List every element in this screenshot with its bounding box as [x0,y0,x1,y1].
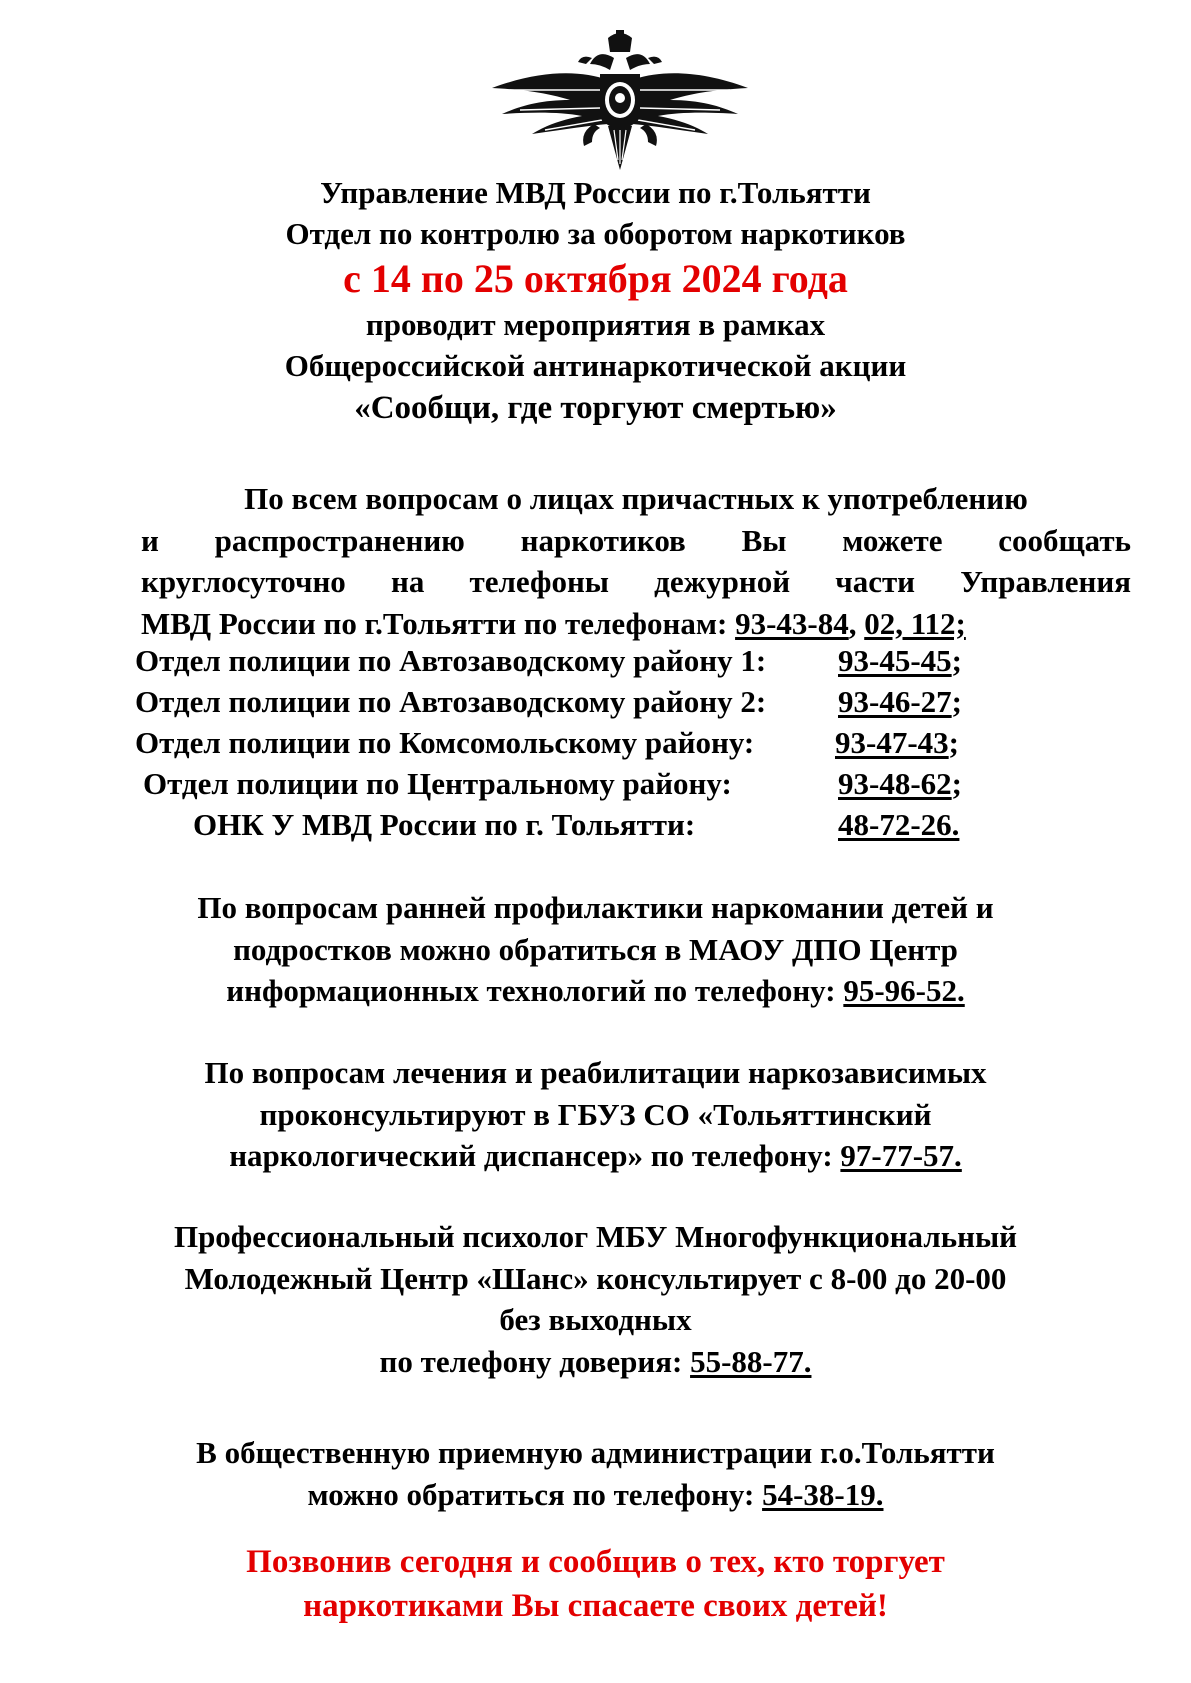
department-phone-number: 93-46-27 [838,684,952,719]
treatment-phone: 97-77-57. [840,1138,962,1173]
prevention-line-2: подростков можно обратиться в МАОУ ДПО Центр [233,931,958,967]
department-phone-number: 93-47-43 [835,725,949,760]
duty-phone-1: 93-43-84 [735,605,849,641]
prevention-line-1: По вопросам ранней профилактики наркомании детей и [197,890,994,925]
psychologist-block [0,1216,1191,1382]
header-line-4: проводит мероприятия в рамках [365,307,826,342]
treatment-line-1: По вопросам лечения и реабилитации наркозависимых [204,1055,987,1090]
department-phone [835,722,959,763]
department-name: Отдел полиции по Автозаводскому району 1: [135,643,767,678]
intro-line-1: По всем вопросам о лицах причастных к употреблению [244,481,1028,516]
reception-line-2-text: можно обратиться по телефону: [307,1476,763,1512]
double-headed-eagle-emblem-icon [490,30,750,170]
intro-line-2: и распространению наркотиков Вы можете сообщать [141,522,1131,558]
psychologist-line-4-text: по телефону доверия: [379,1343,691,1379]
department-phone-number: 93-48-62 [838,766,952,801]
department-phone-suffix: ; [951,684,962,719]
department-phone-suffix: ; [948,725,959,760]
action-name: «Сообщи, где торгуют смертью» [354,390,837,426]
department-name: ОНК У МВД России по г. Тольятти: [193,807,696,842]
intro-paragraph [141,478,1131,644]
intro-line-3: круглосуточно на телефоны дежурной части Управления [141,564,1131,599]
prevention-phone: 95-96-52. [843,973,965,1008]
department-phone-suffix: ; [951,766,962,801]
phone-separator: , [848,605,865,641]
treatment-line-2: проконсультируют в ГБУЗ СО «Тольяттинский [259,1096,932,1132]
intro-line-4-text: МВД России по г.Тольятти по телефонам: [141,605,736,641]
department-name: Отдел полиции по Комсомольскому району: [135,725,755,760]
treatment-block [0,1052,1191,1177]
final-line-1: Позвонив сегодня и сообщив о тех, кто торгует [246,1544,945,1580]
intro-line-4 [141,603,1131,645]
department-phone [838,763,962,804]
department-name: Отдел полиции по Центральному району: [143,766,732,801]
header-line-5: Общероссийской антинаркотической акции [284,348,907,383]
psychologist-line-4 [0,1341,1191,1383]
reception-phone: 54-38-19. [762,1476,884,1512]
prevention-block [0,887,1191,1012]
psychologist-line-1: Профессиональный психолог МБУ Многофункциональный [173,1219,1018,1254]
department-phone [838,640,962,681]
department-phone-suffix: ; [951,643,962,678]
psychologist-line-2: Молодежный Центр «Шанс» консультирует с 8-00 до 20-00 [184,1260,1007,1296]
campaign-dates: с 14 по 25 октября 2024 года [343,256,848,301]
reception-line-1: В общественную приемную администрации г.о.Тольятти [196,1435,995,1470]
department-phone [838,804,959,845]
final-appeal [0,1540,1191,1628]
duty-phone-2: 02, 112; [864,605,966,641]
psychologist-line-3: без выходных [499,1302,692,1337]
department-phone [838,681,962,722]
department-phone-number: 93-45-45 [838,643,952,678]
psychologist-phone: 55-88-77. [690,1343,812,1379]
department-name: Отдел полиции по Автозаводскому району 2: [135,684,767,719]
final-line-2: наркотиками Вы спасаете своих детей! [303,1588,888,1624]
header-block [0,172,1191,430]
department-phone-number: 48-72-26. [838,807,960,842]
header-line-1: Управление МВД России по г.Тольятти [320,175,871,210]
prevention-line-3 [0,970,1191,1012]
treatment-line-3-text: наркологический диспансер» по телефону: [229,1138,841,1173]
prevention-line-3-text: информационных технологий по телефону: [226,973,844,1008]
reception-line-2 [0,1474,1191,1516]
treatment-line-3 [0,1135,1191,1177]
header-line-2: Отдел по контролю за оборотом наркотиков [285,216,906,251]
reception-block [0,1432,1191,1515]
